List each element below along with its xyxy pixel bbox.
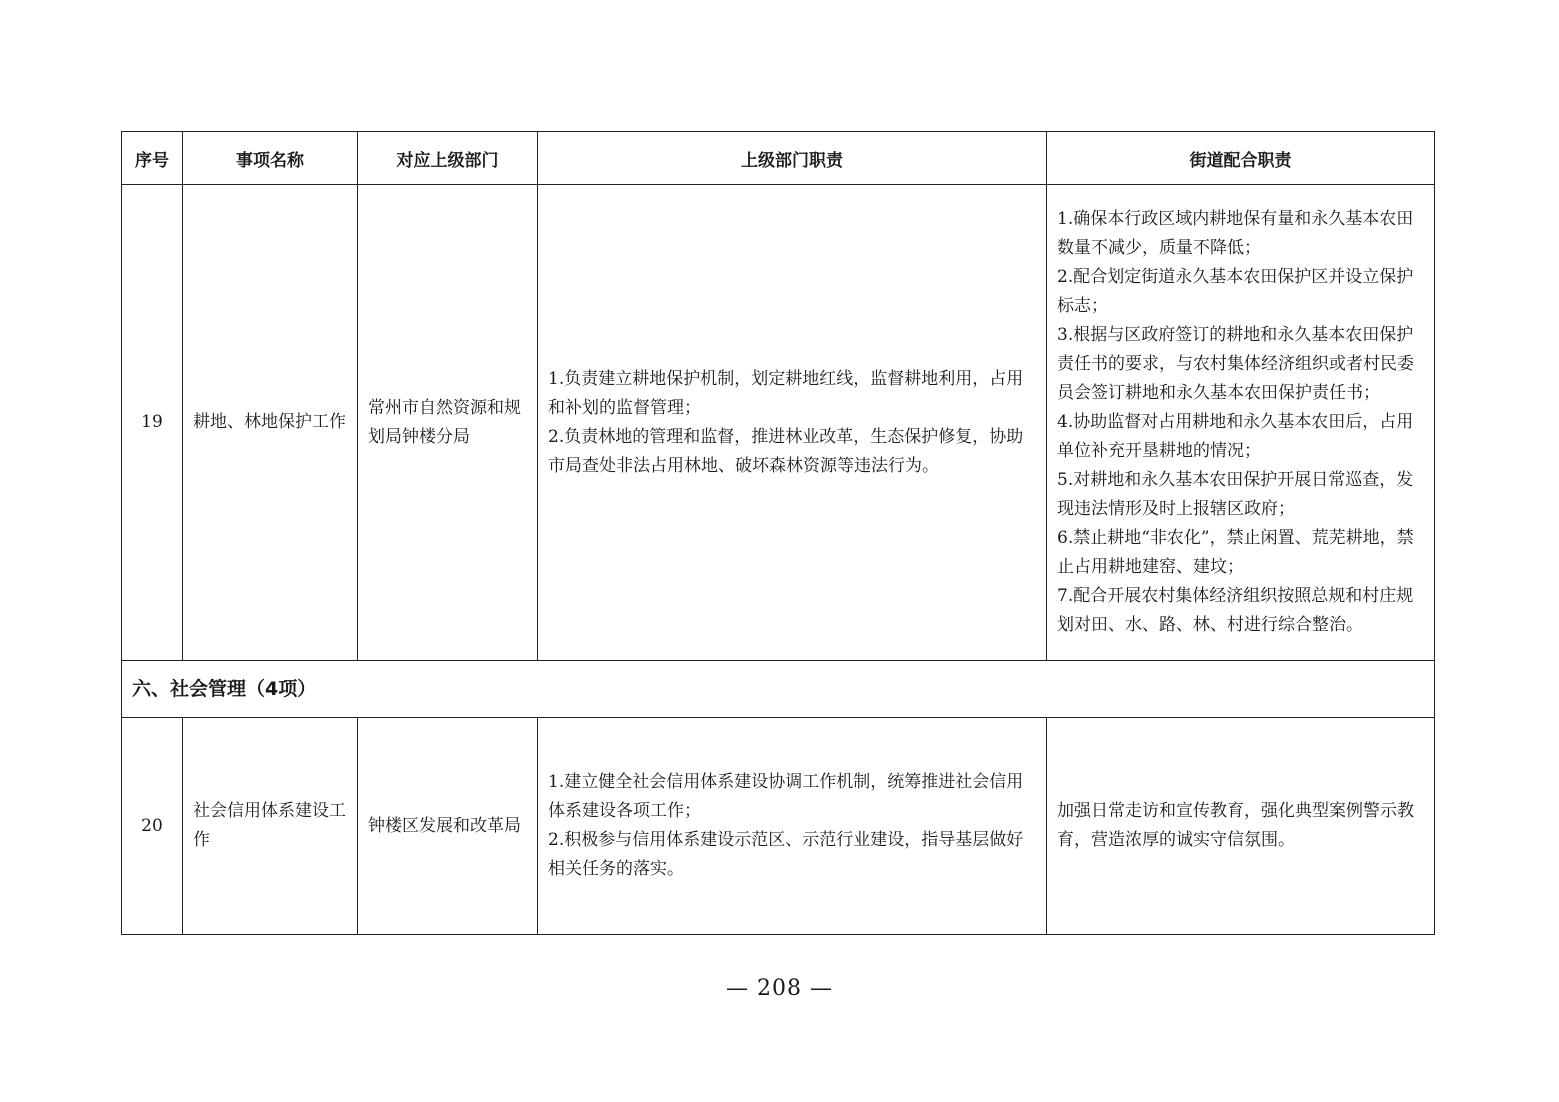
row-number: 19 <box>122 185 183 661</box>
page-number: — 208 — <box>726 976 833 1001</box>
header-cell-name: 事项名称 <box>183 132 358 185</box>
department: 常州市自然资源和规划局钟楼分局 <box>358 185 538 661</box>
item-name: 耕地、林地保护工作 <box>183 185 358 661</box>
item-name: 社会信用体系建设工作 <box>183 718 358 935</box>
street-duty-item: 3.根据与区政府签订的耕地和永久基本农田保护责任书的要求，与农村集体经济组织或者村民委员会签订耕地和永久基本农田保护责任书； <box>1057 325 1414 403</box>
street-duty-item: 1.确保本行政区域内耕地保有量和永久基本农田数量不减少，质量不降低； <box>1057 209 1414 258</box>
street-duties <box>1047 185 1435 661</box>
section-heading: 六、社会管理（4项） <box>122 661 1435 718</box>
header-cell-dept: 对应上级部门 <box>358 132 538 185</box>
street-duty-item: 加强日常走访和宣传教育，强化典型案例警示教育，营造浓厚的诚实守信氛围。 <box>1057 801 1414 850</box>
section-row <box>122 661 1435 718</box>
street-duty-item: 4.协助监督对占用耕地和永久基本农田后，占用单位补充开垦耕地的情况； <box>1057 412 1414 461</box>
street-duty-item: 5.对耕地和永久基本农田保护开展日常巡查，发现违法情形及时上报辖区政府； <box>1057 470 1414 519</box>
row-number: 20 <box>122 718 183 935</box>
duty-item: 1.负责建立耕地保护机制，划定耕地红线，监督耕地利用，占用和补划的监督管理； <box>548 368 1024 418</box>
table-row <box>122 718 1435 935</box>
department: 钟楼区发展和改革局 <box>358 718 538 935</box>
superior-duties <box>538 185 1047 661</box>
duty-item: 2.负责林地的管理和监督，推进林业改革，生态保护修复，协助市局查处非法占用林地、破坏森林资源等违法行为。 <box>548 426 1024 476</box>
duty-table <box>121 131 1435 935</box>
header-row <box>122 132 1435 185</box>
table-row <box>122 185 1435 661</box>
header-cell-duties: 上级部门职责 <box>538 132 1047 185</box>
duty-item: 2.积极参与信用体系建设示范区、示范行业建设，指导基层做好相关任务的落实。 <box>548 830 1024 879</box>
header-cell-num: 序号 <box>122 132 183 185</box>
superior-duties <box>538 718 1047 935</box>
street-duties <box>1047 718 1435 935</box>
street-duty-item: 7.配合开展农村集体经济组织按照总规和村庄规划对田、水、路、林、村进行综合整治。 <box>1057 586 1414 635</box>
street-duty-item: 6.禁止耕地“非农化”，禁止闲置、荒芜耕地，禁止占用耕地建窑、建坟； <box>1057 528 1414 577</box>
duty-item: 1.建立健全社会信用体系建设协调工作机制，统筹推进社会信用体系建设各项工作； <box>548 772 1024 821</box>
street-duty-item: 2.配合划定街道永久基本农田保护区并设立保护标志； <box>1057 267 1414 316</box>
header-cell-street: 街道配合职责 <box>1047 132 1435 185</box>
